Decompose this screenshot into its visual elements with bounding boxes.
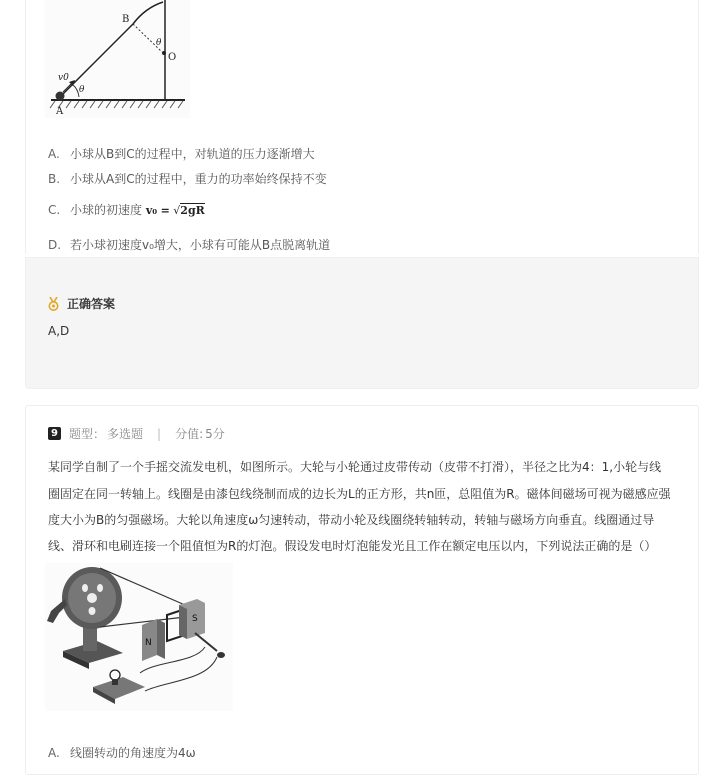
option-letter: B. (48, 172, 61, 186)
question-number-badge: 9 (48, 427, 61, 440)
label-v0: v0 (58, 73, 69, 83)
label-b: B (122, 14, 130, 25)
formula-radicand: 2gR (180, 204, 205, 217)
question-9-figure (45, 563, 233, 711)
score-label: 分值: (175, 427, 204, 441)
option-letter: C. (48, 203, 61, 217)
answer-panel (25, 257, 699, 389)
question-8-option-a[interactable] (48, 145, 315, 162)
medal-icon (47, 297, 60, 311)
option-letter: D. (48, 238, 62, 252)
label-a: A (56, 106, 64, 117)
label-o: O (168, 52, 177, 63)
answer-header (47, 295, 115, 312)
type-value: 多选题 (107, 427, 144, 441)
question-8-option-d[interactable] (48, 236, 330, 253)
magnet-s-label: S (192, 614, 198, 624)
formula-lhs: v₀ (145, 204, 158, 217)
question-9-header (48, 425, 225, 442)
question-text-line: 某同学自制了一个手摇交流发电机，如图所示。大轮与小轮通过皮带传动（皮带不打滑），半径之比为4：1,小轮与线 (48, 460, 662, 474)
sqrt-symbol: √ (173, 204, 181, 217)
option-text: 小球从A到C的过程中，重力的功率始终保持不变 (70, 172, 327, 186)
type-label: 题型： (69, 427, 106, 441)
option-text: 小球的初速度 (70, 203, 143, 217)
formula-eq: = (160, 204, 170, 217)
score-value: 5分 (205, 427, 225, 441)
answer-title: 正确答案 (67, 297, 116, 311)
option-text: 小球从B到C的过程中，对轨道的压力逐渐增大 (70, 147, 315, 161)
option-text: 若小球初速度v₀增大，小球有可能从B点脱离轨道 (70, 238, 331, 252)
question-text-line: 线、滑环和电刷连接一个阻值恒为R的灯泡。假设发电时灯泡能发光且工作在额定电压以内，下列说法正确的是（） (48, 539, 657, 553)
header-separator: | (157, 426, 162, 441)
option-text: 线圈转动的角速度为4ω (70, 746, 196, 760)
answer-value: A,D (48, 324, 70, 338)
option-letter: A. (48, 147, 60, 161)
question-text-line: 度大小为B的匀强磁场。大轮以角速度ω匀速转动，带动小轮及线圈绕转轴转动，转轴与磁场方向垂直。线圈通过导 (48, 513, 655, 527)
label-theta-top: θ (156, 38, 162, 48)
option-letter: A. (48, 746, 60, 760)
formula (146, 203, 205, 217)
question-9-option-a[interactable] (48, 744, 196, 761)
question-8-figure (45, 0, 190, 118)
question-8-option-c[interactable] (48, 201, 205, 218)
question-8-option-b[interactable] (48, 170, 327, 187)
question-text-line: 圈固定在同一转轴上。线圈是由漆包线绕制而成的边长为L的正方形，共n匝，总阻值为R。磁体间磁场可视为磁感应强 (48, 487, 671, 501)
label-theta-bottom: θ (79, 85, 85, 95)
magnet-n-label: N (145, 638, 152, 648)
